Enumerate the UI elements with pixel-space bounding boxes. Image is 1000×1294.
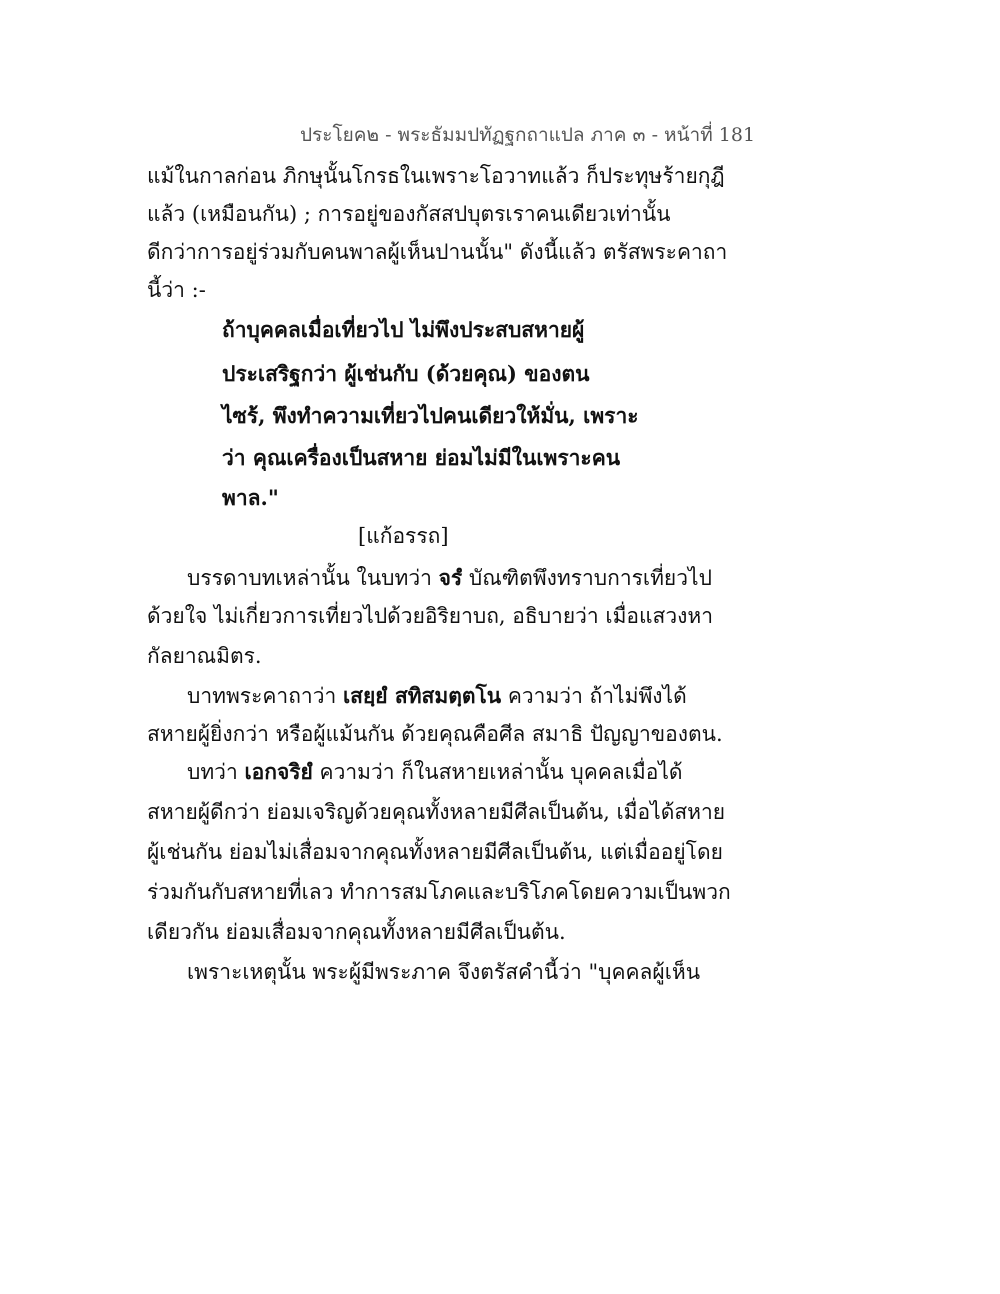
pali-term: เอกจริยํ: [244, 759, 313, 784]
text-segment: บัณฑิตพึงทราบการเที่ยวไป: [462, 566, 712, 590]
verse-line: ถ้าบุคคลเมื่อเที่ยวไป ไม่พึงประสบสหายผู้: [222, 317, 585, 342]
text-line: สหายผู้ยิ่งกว่า หรือผู้แม้นกัน ด้วยคุณคือศีล สมาธิ ปัญญาของตน.: [147, 722, 723, 746]
text-segment: ความว่า ถ้าไม่พึงได้: [501, 684, 687, 708]
text-line: ดีกว่าการอยู่ร่วมกับคนพาลผู้เห็นปานนั้น" ดังนี้แล้ว ตรัสพระคาถา: [147, 240, 728, 264]
text-line: กัลยาณมิตร.: [147, 644, 262, 668]
verse-line: ว่า คุณเครื่องเป็นสหาย ย่อมไม่มีในเพราะคน: [222, 445, 621, 470]
section-heading: [แก้อรรถ]: [358, 524, 449, 548]
pali-term: เสยฺยํ สทิสมตฺตโน: [342, 683, 502, 708]
paragraph-line: [187, 680, 687, 712]
verse-line: ประเสริฐกว่า ผู้เช่นกับ (ด้วยคุณ) ของตน: [222, 361, 590, 386]
paragraph-line: [187, 562, 712, 594]
text-line: ด้วยใจ ไม่เกี่ยวการเที่ยวไปด้วยอิริยาบถ, อธิบายว่า เมื่อแสวงหา: [147, 604, 714, 628]
text-line: แม้ในกาลก่อน ภิกษุนั้นโกรธในเพราะโอวาทแล้ว ก็ประทุษร้ายกุฎี: [147, 164, 725, 188]
text-segment: ความว่า ก็ในสหายเหล่านั้น บุคคลเมื่อได้: [312, 760, 683, 784]
paragraph-line: [187, 756, 683, 788]
text-line: ผู้เช่นกัน ย่อมไม่เสื่อมจากคุณทั้งหลายมีศีลเป็นต้น, แต่เมื่ออยู่โดย: [147, 840, 723, 864]
text-line: สหายผู้ดีกว่า ย่อมเจริญด้วยคุณทั้งหลายมีศีลเป็นต้น, เมื่อได้สหาย: [147, 800, 726, 824]
verse-line: ไซร้, พึงทำความเที่ยวไปคนเดียวให้มั่น, เพราะ: [222, 403, 639, 428]
text-line: เพราะเหตุนั้น พระผู้มีพระภาค จึงตรัสคำนี้ว่า "บุคคลผู้เห็น: [187, 960, 701, 984]
text-segment: บรรดาบทเหล่านั้น ในบทว่า: [187, 566, 439, 590]
text-line: เดียวกัน ย่อมเสื่อมจากคุณทั้งหลายมีศีลเป็นต้น.: [147, 920, 566, 944]
text-line: แล้ว (เหมือนกัน) ; การอยู่ของกัสสปบุตรเราคนเดียวเท่านั้น: [147, 202, 671, 226]
text-line: ร่วมกันกับสหายที่เลว ทำการสมโภคและบริโภคโดยความเป็นพวก: [147, 880, 731, 904]
text-line: นี้ว่า :-: [147, 278, 206, 302]
pali-term: จรํ: [438, 565, 463, 590]
verse-line: พาล.": [222, 485, 279, 510]
text-segment: บาทพระคาถาว่า: [187, 684, 343, 708]
page-header: ประโยค๒ - พระธัมมปทัฏฐกถาแปล ภาค ๓ - หน้าที่ 181: [300, 124, 756, 146]
text-segment: บทว่า: [187, 760, 245, 784]
